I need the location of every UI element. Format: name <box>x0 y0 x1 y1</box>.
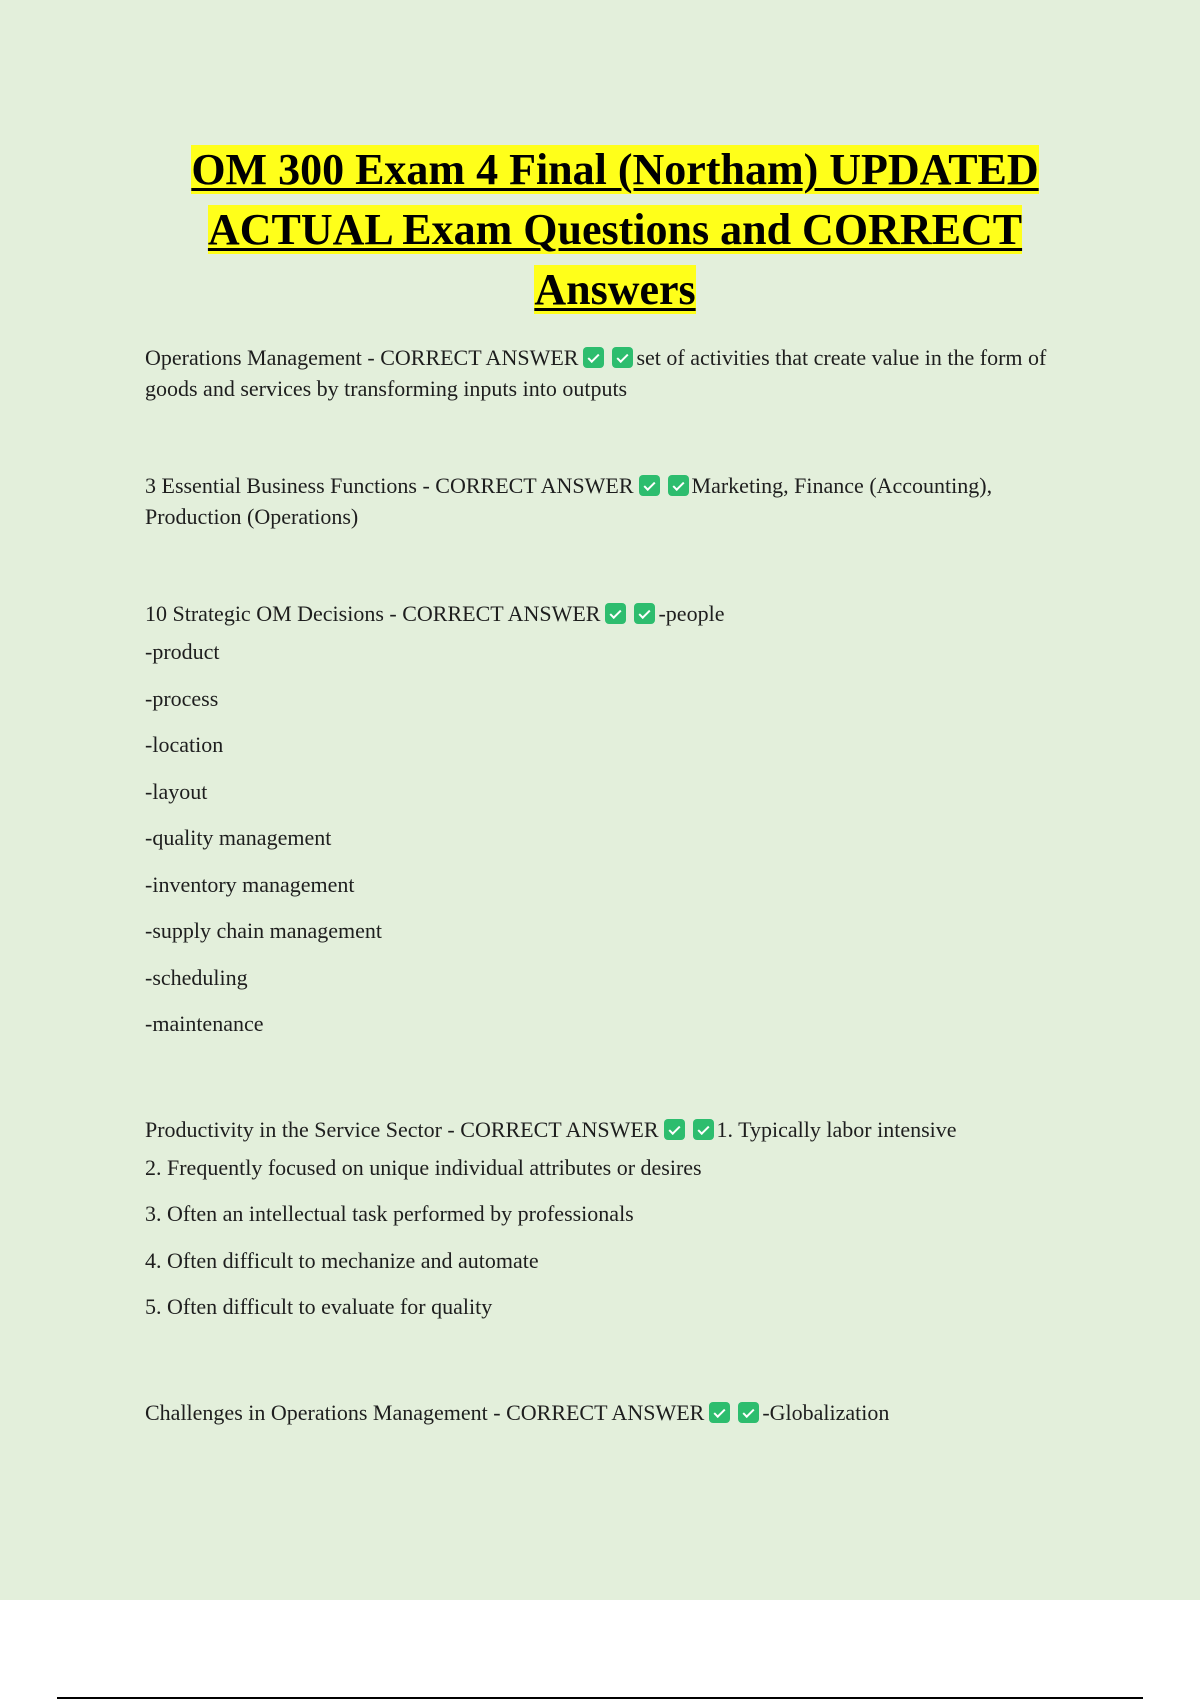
qa-answer-line: -quality management <box>145 825 332 850</box>
qa-term: 3 Essential Business Functions - <box>145 473 436 498</box>
qa-entry <box>145 1397 1085 1428</box>
correct-answer-label: CORRECT ANSWER <box>435 473 634 498</box>
qa-entry <box>145 342 1085 404</box>
green-checkmark-icon <box>738 1402 759 1423</box>
qa-first-line <box>145 1397 1085 1428</box>
qa-answer-line: -maintenance <box>145 1011 264 1036</box>
qa-answer-line: 4. Often difficult to mechanize and automate <box>145 1247 539 1273</box>
qa-answer-line: -scheduling <box>145 964 248 990</box>
qa-answer-line: 3. Often an intellectual task performed by professionals <box>145 1201 634 1226</box>
qa-first-line <box>145 342 1085 404</box>
qa-entry <box>145 598 1085 1048</box>
green-checkmark-icon <box>612 347 633 368</box>
qa-answer: set of activities that create value in the form of goods and services by transforming inputs into outputs <box>145 345 1047 401</box>
qa-answer-line: -product <box>145 639 220 664</box>
green-checkmark-icon <box>605 603 626 624</box>
correct-answer-label: CORRECT ANSWER <box>460 1116 659 1142</box>
green-checkmark-icon <box>583 347 604 368</box>
qa-term: 10 Strategic OM Decisions - <box>145 601 403 626</box>
qa-answer: -people <box>658 601 725 626</box>
document-title <box>145 140 1085 320</box>
qa-answer-line: -supply chain management <box>145 918 383 943</box>
qa-first-line <box>145 598 1085 629</box>
green-checkmark-icon <box>693 1119 714 1140</box>
qa-answer: Marketing, Finance (Accounting), Production (Operations) <box>145 473 993 529</box>
qa-term: Productivity in the Service Sector - <box>145 1116 461 1142</box>
qa-answer-line: 2. Frequently focused on unique individual attributes or desires <box>145 1154 702 1180</box>
qa-answer-line: 5. Often difficult to evaluate for quality <box>145 1294 493 1319</box>
qa-term: Operations Management - <box>145 345 381 370</box>
qa-list <box>145 342 1085 1428</box>
qa-term: Challenges in Operations Management - <box>145 1399 507 1425</box>
entry-spacer <box>145 404 1085 470</box>
qa-answer-line: -inventory management <box>145 871 355 897</box>
qa-first-line <box>145 1114 1085 1145</box>
qa-answer-line: -location <box>145 732 224 757</box>
entry-spacer <box>145 532 1085 598</box>
correct-answer-label: CORRECT ANSWER <box>380 345 579 370</box>
document-content <box>145 140 1085 1428</box>
document-title-text: OM 300 Exam 4 Final (Northam) UPDATED ACTUAL Exam Questions and CORRECT Answers <box>191 145 1039 314</box>
entry-spacer <box>145 1331 1085 1397</box>
correct-answer-label: CORRECT ANSWER <box>506 1399 705 1425</box>
entry-spacer <box>145 1048 1085 1114</box>
qa-entry <box>145 470 1085 532</box>
qa-answer-line: -process <box>145 685 219 711</box>
green-checkmark-icon <box>639 475 660 496</box>
qa-entry <box>145 1114 1085 1331</box>
green-checkmark-icon <box>668 475 689 496</box>
footer-rule <box>57 1697 1143 1699</box>
green-checkmark-icon <box>709 1402 730 1423</box>
qa-answer-line: -layout <box>145 778 208 804</box>
qa-answer: 1. Typically labor intensive <box>716 1116 957 1142</box>
green-checkmark-icon <box>664 1119 685 1140</box>
correct-answer-label: CORRECT ANSWER <box>402 601 601 626</box>
green-checkmark-icon <box>634 603 655 624</box>
qa-answer: -Globalization <box>762 1399 890 1425</box>
qa-first-line <box>145 470 1085 532</box>
